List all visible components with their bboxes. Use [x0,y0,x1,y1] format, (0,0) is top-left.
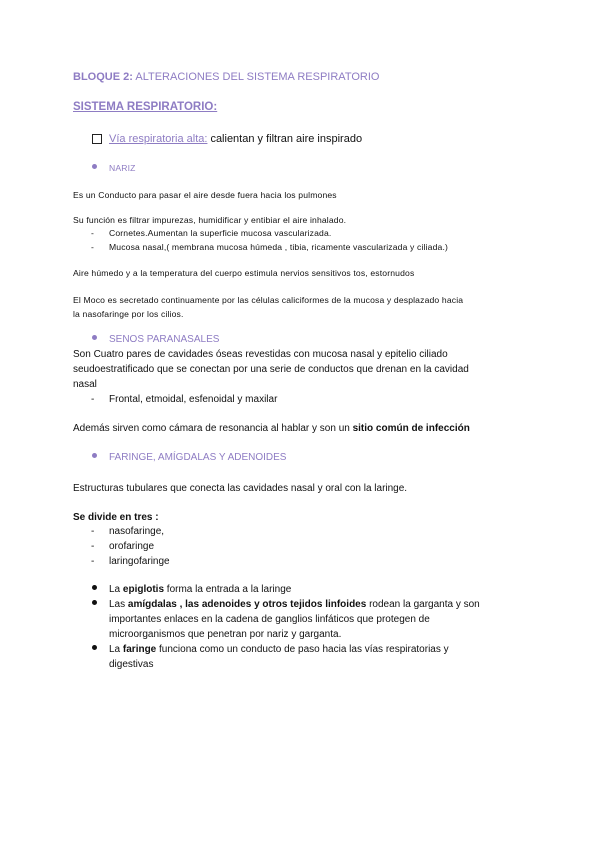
list-item: - Frontal, etmoidal, esfenoidal y maxilar [91,394,278,405]
senos-heading [92,334,219,345]
senos-heading-text: SENOS PARANASALES [109,334,220,345]
faringe-bullet-2-line-2: importantes enlaces en la cadena de ganglios linfáticos que protegen de [109,614,430,625]
list-item: - Mucosa nasal,( membrana mucosa húmeda , tibia, ricamente vascularizada y ciliada.) [91,242,449,252]
list-item: - laringofaringe [91,556,170,567]
nariz-paragraph-1: Es un Conducto para pasar el aire desde fuera hacia los pulmones [73,190,337,200]
faringe-bullet-3-line-2: digestivas [109,659,154,670]
faringe-paragraph-1: Estructuras tubulares que conecta las cavidades nasal y oral con la laringe. [73,483,408,494]
senos-paragraph-line-3: nasal [73,379,97,390]
block-title [73,71,379,83]
senos-paragraph-line-1: Son Cuatro pares de cavidades óseas revestidas con mucosa nasal y epitelio ciliado [73,349,448,360]
nariz-paragraph-4-line-2: la nasofaringe por los cilios. [73,309,184,319]
senos-paragraph-2: Además sirven como cámara de resonancia al hablar y son un sitio común de infección [73,423,470,434]
checkbox-item [92,133,362,145]
bullet-icon [92,645,97,650]
block-prefix: BLOQUE 2: [73,71,133,83]
bullet-icon [92,585,97,590]
nariz-heading-text: NARIZ [109,163,136,173]
bullet-icon [92,164,97,169]
nariz-paragraph-4-line-1: El Moco es secretado continuamente por las células caliciformes de la mucosa y desplazado hacia [73,295,464,305]
faringe-bullet-2-line-3: microorganismos que penetran por nariz y garganta. [109,629,342,640]
faringe-bullet-3: La faringe funciona como un conducto de paso hacia las vías respiratorias y [92,644,449,655]
block-title-text: ALTERACIONES DEL SISTEMA RESPIRATORIO [132,71,380,83]
nariz-paragraph-2: Su función es filtrar impurezas, humidificar y entibiar el aire inhalado. [73,215,347,225]
nariz-heading [92,163,136,173]
bullet-icon [92,335,97,340]
bold-text: sitio común de infección [352,423,470,434]
nariz-paragraph-3: Aire húmedo y a la temperatura del cuerpo estimula nervios sensitivos tos, estornudos [73,268,415,278]
list-item: - nasofaringe, [91,526,165,537]
faringe-bullet-2: Las amígdalas , las adenoides y otros tejidos linfoides rodean la garganta y son [92,599,480,610]
faringe-heading-text: FARINGE, AMÍGDALAS Y ADENOIDES [109,452,287,463]
senos-paragraph-line-2: seudoestratificado que se conectan por una serie de conductos que drenan en la cavidad [73,364,469,375]
checkbox-text: calientan y filtran aire inspirado [210,133,363,145]
list-item: - orofaringe [91,541,155,552]
faringe-bullet-1: La epiglotis forma la entrada a la laringe [92,584,291,595]
section-title: SISTEMA RESPIRATORIO: [73,101,218,113]
checkbox[interactable] [92,134,102,144]
bullet-icon [92,453,97,458]
divide-label: Se divide en tres : [73,512,159,523]
list-item: - Cornetes.Aumentan la superficie mucosa vascularizada. [91,228,332,238]
checkbox-label: Vía respiratoria alta: [109,133,208,145]
bullet-icon [92,600,97,605]
faringe-heading [92,452,286,463]
